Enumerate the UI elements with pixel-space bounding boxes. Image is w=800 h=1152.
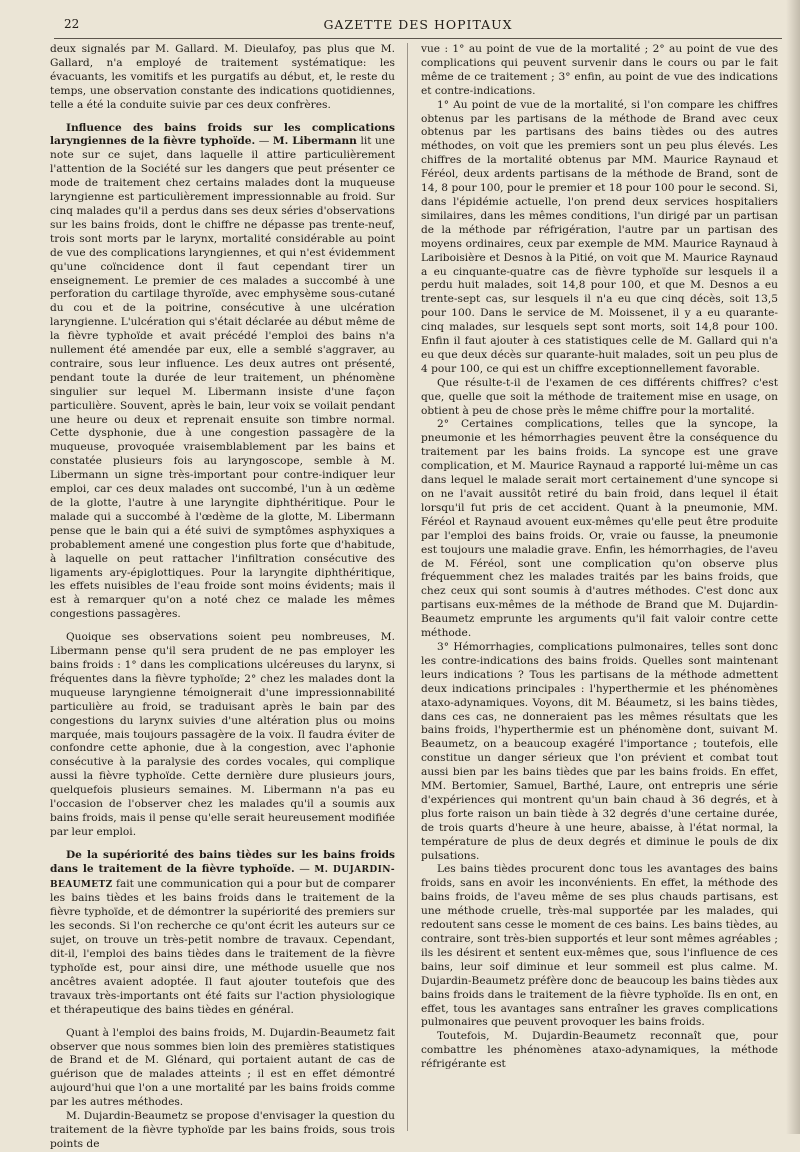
paragraph: 1° Au point de vue de la mortalité, si l'on compare les chiffres obtenus par les partisans de la méthode de Brand avec ceux obtenus par les partisans des bains tièdes ou des autres méthodes, on voit que les premiers sont un peu plus élevés. Les chiffres de la mortalité obtenus par MM. Maurice Raynaud et Féréol, deux ardents partisans de la méthode de Brand, sont de 14, 8 pour 100, pour le premier et 18 pour 100 pour le second. Si, dans l'épidémie actuelle, l'on prend deux services hospitaliers similaires, dans les mêmes conditions, l'un dirigé par un partisan de la méthode par réfrigération, l'autre par un partisan des moyens ordinaires, ceux par exemple de MM. Maurice Raynaud à Lariboisière et Desnos à la Pitié, on voit que M. Maurice Raynaud a eu cinquante-quatre cas de fièvre typhoïde sur lesquels il a perdu huit malades, soit 14,8 pour 100, et que M. Desnos a eu trente-sept cas, sur lesquels il n'a eu que cinq décès, soit 13,5 pour 100. Dans le service de M. Moissenet, il y a eu quarante-cinq malades, sur lesquels sept sont morts, soit 14,8 pour 100. Enfin il faut ajouter à ces statistiques celle de M. Gallard qui n'a eu que deux décès sur quarante-huit malades, soit un peu plus de 4 pour 100, ce qui est un chiffre exceptionnellement favorable. [421, 98, 778, 375]
paragraph: 3° Hémorrhagies, complications pulmonaires, telles sont donc les contre-indications des bains froids. Quelles sont maintenant leurs indications ? Tous les partisans de la méthode admettent deux indications principales : l'hyperthermie et les phénomènes ataxo-adynamiques. Voyons, dit M. Béaumetz, si les bains tièdes, dans ces cas, ne donneraient pas les mêmes résultats que les bains froids, l'hyperthermie est un phénomène dont, suivant M. Beaumetz, on a beaucoup exagéré l'importance ; toutefois, elle constitue un danger sérieux que l'on prévient et combat tout aussi bien par les bains tièdes que par les bains froids. En effet, MM. Bertomier, Samuel, Barthé, Laure, ont entrepris une série d'expériences qui montrent qu'un bain chaud à 36 degrés, et à plus forte raison un bain tiède à 32 degrés d'une certaine durée, de trois quarts d'heure à une heure, abaisse, à l'état normal, la température de plus de deux degrés et diminue le pouls de dix pulsations. [421, 640, 778, 862]
paragraph: Les bains tièdes procurent donc tous les avantages des bains froids, sans en avoir les inconvénients. En effet, la méthode des bains froids, de l'aveu même de ses plus chauds partisans, est une méthode cruelle, très-mal supportée par les malades, qui redoutent sans cesse le moment de ces bains. Les bains tièdes, au contraire, sont très-bien supportés et leur sont mêmes agréables ; ils les désirent et sentent eux-mêmes que, sous l'influence de ces bains, leur soif diminue et leur sommeil est plus calme. M. Dujardin-Beaumetz préfère donc de beaucoup les bains tièdes aux bains froids dans le traitement de la fièvre typhoïde. Ils en ont, en effet, tous les avantages sans entraîner les graves complications pulmonaires que peuvent provoquer les bains froids. [421, 863, 778, 1029]
paragraph: 2° Certaines complications, telles que la syncope, la pneumonie et les hémorrhagies peuvent être la conséquence du traitement par les bains froids. La syncope est une grave complication, et M. Maurice Raynaud a rapporté lui-même un cas dans lequel le malade serait mort certainement d'une syncope si on ne l'avait aussitôt retiré du bain froid, dans lequel il était lorsqu'il fut pris de cet accident. Quant à la pneumonie, MM. Féréol et Raynaud avouent eux-mêmes qu'elle peut être produite par l'emploi des bains froids. Or, vraie ou fausse, la pneumonie est toujours une maladie grave. Enfin, les hémorrhagies, de l'aveu de M. Féréol, sont une complication qu'on observe plus fréquemment chez les malades traités par les bains froids, que chez ceux qui sont soumis à d'autres méthodes. C'est donc aux partisans eux-mêmes de la méthode de Brand que M. Dujardin-Beaumetz emprunte les arguments qu'il fait valoir contre cette méthode. [421, 418, 778, 640]
left-column [50, 43, 396, 1150]
paragraph: Toutefois, M. Dujardin-Beaumetz reconnaît que, pour combattre les phénomènes ataxo-adynamiques, la méthode réfrigérante est [421, 1030, 778, 1071]
page-edge-shadow [786, 0, 800, 1134]
section-title: Influence des bains froids sur les complications laryngiennes de la fièvre typhoïde. [50, 121, 395, 148]
paragraph: vue : 1° au point de vue de la mortalité ; 2° au point de vue des complications qui peuvent survenir dans le cours ou par le fait même de ce traitement ; 3° enfin, au point de vue des indications et contre-indications. [421, 43, 778, 97]
section-title: De la supériorité des bains tièdes sur les bains froids dans le traitement de la fièvre typhoïde. [50, 848, 395, 875]
section-superiorite-bains-tiedes: De la supériorité des bains tièdes sur les bains froids dans le traitement de la fièvre typhoïde. — M. DUJARDIN-BEAUMETZ fait une communication qui a pour but de comparer les bains tièdes et les bains froids dans le traitement de la fièvre typhoïde, et de démontrer la supériorité des premiers sur les seconds. Si l'on recherche ce qu'ont écrit les auteurs sur ce sujet, on trouve un très-petit nombre de travaux. Cependant, dit-il, l'emploi des bains tièdes dans le traitement de la fièvre typhoïde est, pour ainsi dire, une méthode usuelle que nos ancêtres avaient adoptée. Il faut ajouter toutefois que des travaux très-importants ont été faits sur l'action physiologique et thérapeutique des bains tièdes en général. [50, 848, 396, 1016]
page-header [54, 14, 782, 39]
section-author: M. Libermann [272, 135, 357, 148]
section-influence-bains-froids: Influence des bains froids sur les complications laryngiennes de la fièvre typhoïde. — M. Libermann lit une note sur ce sujet, dans laquelle il attire particulièrement l'attention de la Société sur les dangers que peut présenter ce mode de traitement chez certains malades dont la muqueuse laryngienne est particulièrement impressionnable au froid. Sur cinq malades qu'il a perdus dans ses deux séries d'observations sur les bains froids, dont le chiffre ne dépasse pas trente-neuf, trois sont morts par le larynx, mortalité considérable au point de vue des complications laryngiennes, et qui n'est évidemment qu'une coïncidence dont il faut cependant tirer un enseignement. Le premier de ces malades a succombé à une perforation du cartilage thyroïde, avec emphysème sous-cutané du cou et de la poitrine, consécutive à une ulcération laryngienne. L'ulcération qui s'était déclarée au début même de la fièvre typhoïde et avait précédé l'emploi des bains n'a nullement été amendée par eux, elle a semblé s'aggraver, au contraire, sous leur influence. Les deux autres ont présenté, pendant toute la durée de leur traitement, un phénomène singulier sur lequel M. Libermann insiste d'une façon particulière. Souvent, après le bain, leur voix se voilait pendant une heure ou deux et reprenait ensuite son timbre normal. Cette dysphonie, due à une congestion passagère de la muqueuse, provoquée vraisemblablement par les bains et constatée plusieurs fois au laryngoscope, semble à M. Libermann un signe très-important pour contre-indiquer leur emploi, car ces deux malades ont succombé, l'un à un œdème de la glotte, l'autre à une laryngite diphthéritique. Pour le malade qui a succombé à l'œdème de la glotte, M. Libermann pense que le bain qui a été suivi de symptômes asphyxiques a probablement amené une congestion plus forte que d'habitude, à laquelle on peut rattacher l'infiltration consécutive des ligaments ary-épiglottiques. Pour la laryngite diphthéritique, les effets nuisibles de l'eau froide sont moins évidents; mais il est à remarquer qu'on a noté chez ce malade les mêmes congestions passagères. [50, 121, 395, 621]
journal-title: GAZETTE DES HOPITAUX [323, 17, 513, 32]
paragraph: Quant à l'emploi des bains froids, M. Dujardin-Beaumetz fait observer que nous sommes bien loin des premières statistiques de Brand et de M. Glénard, qui portaient autant de cas de guérison que de malades atteints ; il est en effet démontré aujourd'hui que l'on a une mortalité par les bains froids comme par les autres méthodes. [50, 1026, 395, 1109]
section-author: M. DUJARDIN-BEAUMETZ [50, 864, 395, 890]
right-column [421, 43, 778, 1131]
paragraph-text: fait une communication qui a pour but de comparer les bains tièdes et les bains froids dans le traitement de la fièvre typhoïde, et de démontrer la supériorité des premiers sur les seconds. Si l'on recherche ce qu'ont écrit les auteurs sur ce sujet, on trouve un très-petit nombre de travaux. Cependant, dit-il, l'emploi des bains tièdes dans le traitement de la fièvre typhoïde est, pour ainsi dire, une méthode usuelle que nos ancêtres avaient adoptée. Il faut ajouter toutefois que des travaux très-importants ont été faits sur l'action physiologique et thérapeutique des bains tièdes en général. [50, 877, 396, 1016]
paragraph: Que résulte-t-il de l'examen de ces différents chiffres? c'est que, quelle que soit la méthode de traitement mise en usage, on obtient à peu de chose près le même chiffre pour la mortalité. [421, 376, 778, 417]
column-divider [407, 43, 408, 1131]
paragraph: Quoique ses observations soient peu nombreuses, M. Libermann pense qu'il sera prudent de ne pas employer les bains froids : 1° dans les complications ulcéreuses du larynx, si fréquentes dans la fièvre typhoïde; 2° chez les malades dont la muqueuse laryngienne témoignerait d'une impressionnabilité particulière au froid, se traduisant après le bain par des congestions du larynx suivies d'une altération plus ou moins marquée, mais toujours passagère de la voix. Il faudra éviter de confondre cette aphonie, due à la congestion, avec l'aphonie consécutive à la paralysie des cordes vocales, qui complique aussi la fièvre typhoïde. Cette dernière dure plusieurs jours, quelquefois plusieurs semaines. M. Libermann n'a pas eu l'occasion de l'observer chez les malades qu'il a soumis aux bains froids, mais il pense qu'elle serait heureusement modifiée par leur emploi. [50, 631, 395, 838]
paragraph: deux signalés par M. Gallard. M. Dieulafoy, pas plus que M. Gallard, n'a employé de traitement systématique: les évacuants, les vomitifs et les purgatifs au début, et, le reste du temps, une observation constante des indications quotidiennes, telle a été la conduite suivie par ces deux confrères. [50, 43, 395, 111]
paragraph: M. Dujardin-Beaumetz se propose d'envisager la question du traitement de la fièvre typhoïde par les bains froids, sous trois points de [50, 1110, 395, 1150]
paragraph-text: lit une note sur ce sujet, dans laquelle il attire particulièrement l'attention de la Société sur les dangers que peut présenter ce mode de traitement chez certains malades dont la muqueuse laryngienne est particulièrement impressionnable au froid. Sur cinq malades qu'il a perdus dans ses deux séries d'observations sur les bains froids, dont le chiffre ne dépasse pas trente-neuf, trois sont morts par le larynx, mortalité considérable au point de vue des complications laryngiennes, et qui n'est évidemment qu'une coïncidence dont il faut cependant tirer un enseignement. Le premier de ces malades a succombé à une perforation du cartilage thyroïde, avec emphysème sous-cutané du cou et de la poitrine, consécutive à une ulcération laryngienne. L'ulcération qui s'était déclarée au début même de la fièvre typhoïde et avait précédé l'emploi des bains n'a nullement été amendée par eux, elle a semblé s'aggraver, au contraire, sous leur influence. Les deux autres ont présenté, pendant toute la durée de leur traitement, un phénomène singulier sur lequel M. Libermann insiste d'une façon particulière. Souvent, après le bain, leur voix se voilait pendant une heure ou deux et reprenait ensuite son timbre normal. Cette dysphonie, due à une congestion passagère de la muqueuse, provoquée vraisemblablement par les bains et constatée plusieurs fois au laryngoscope, semble à M. Libermann un signe très-important pour contre-indiquer leur emploi, car ces deux malades ont succombé, l'un à un œdème de la glotte, l'autre à une laryngite diphthéritique. Pour le malade qui a succombé à l'œdème de la glotte, M. Libermann pense que le bain qui a été suivi de symptômes asphyxiques a probablement amené une congestion plus forte que d'habitude, à laquelle on peut rattacher l'infiltration consécutive des ligaments ary-épiglottiques. Pour la laryngite diphthéritique, les effets nuisibles de l'eau froide sont moins évidents; mais il est à remarquer qu'on a noté chez ce malade les mêmes congestions passagères. [50, 135, 395, 621]
page-number: 22 [64, 17, 80, 31]
